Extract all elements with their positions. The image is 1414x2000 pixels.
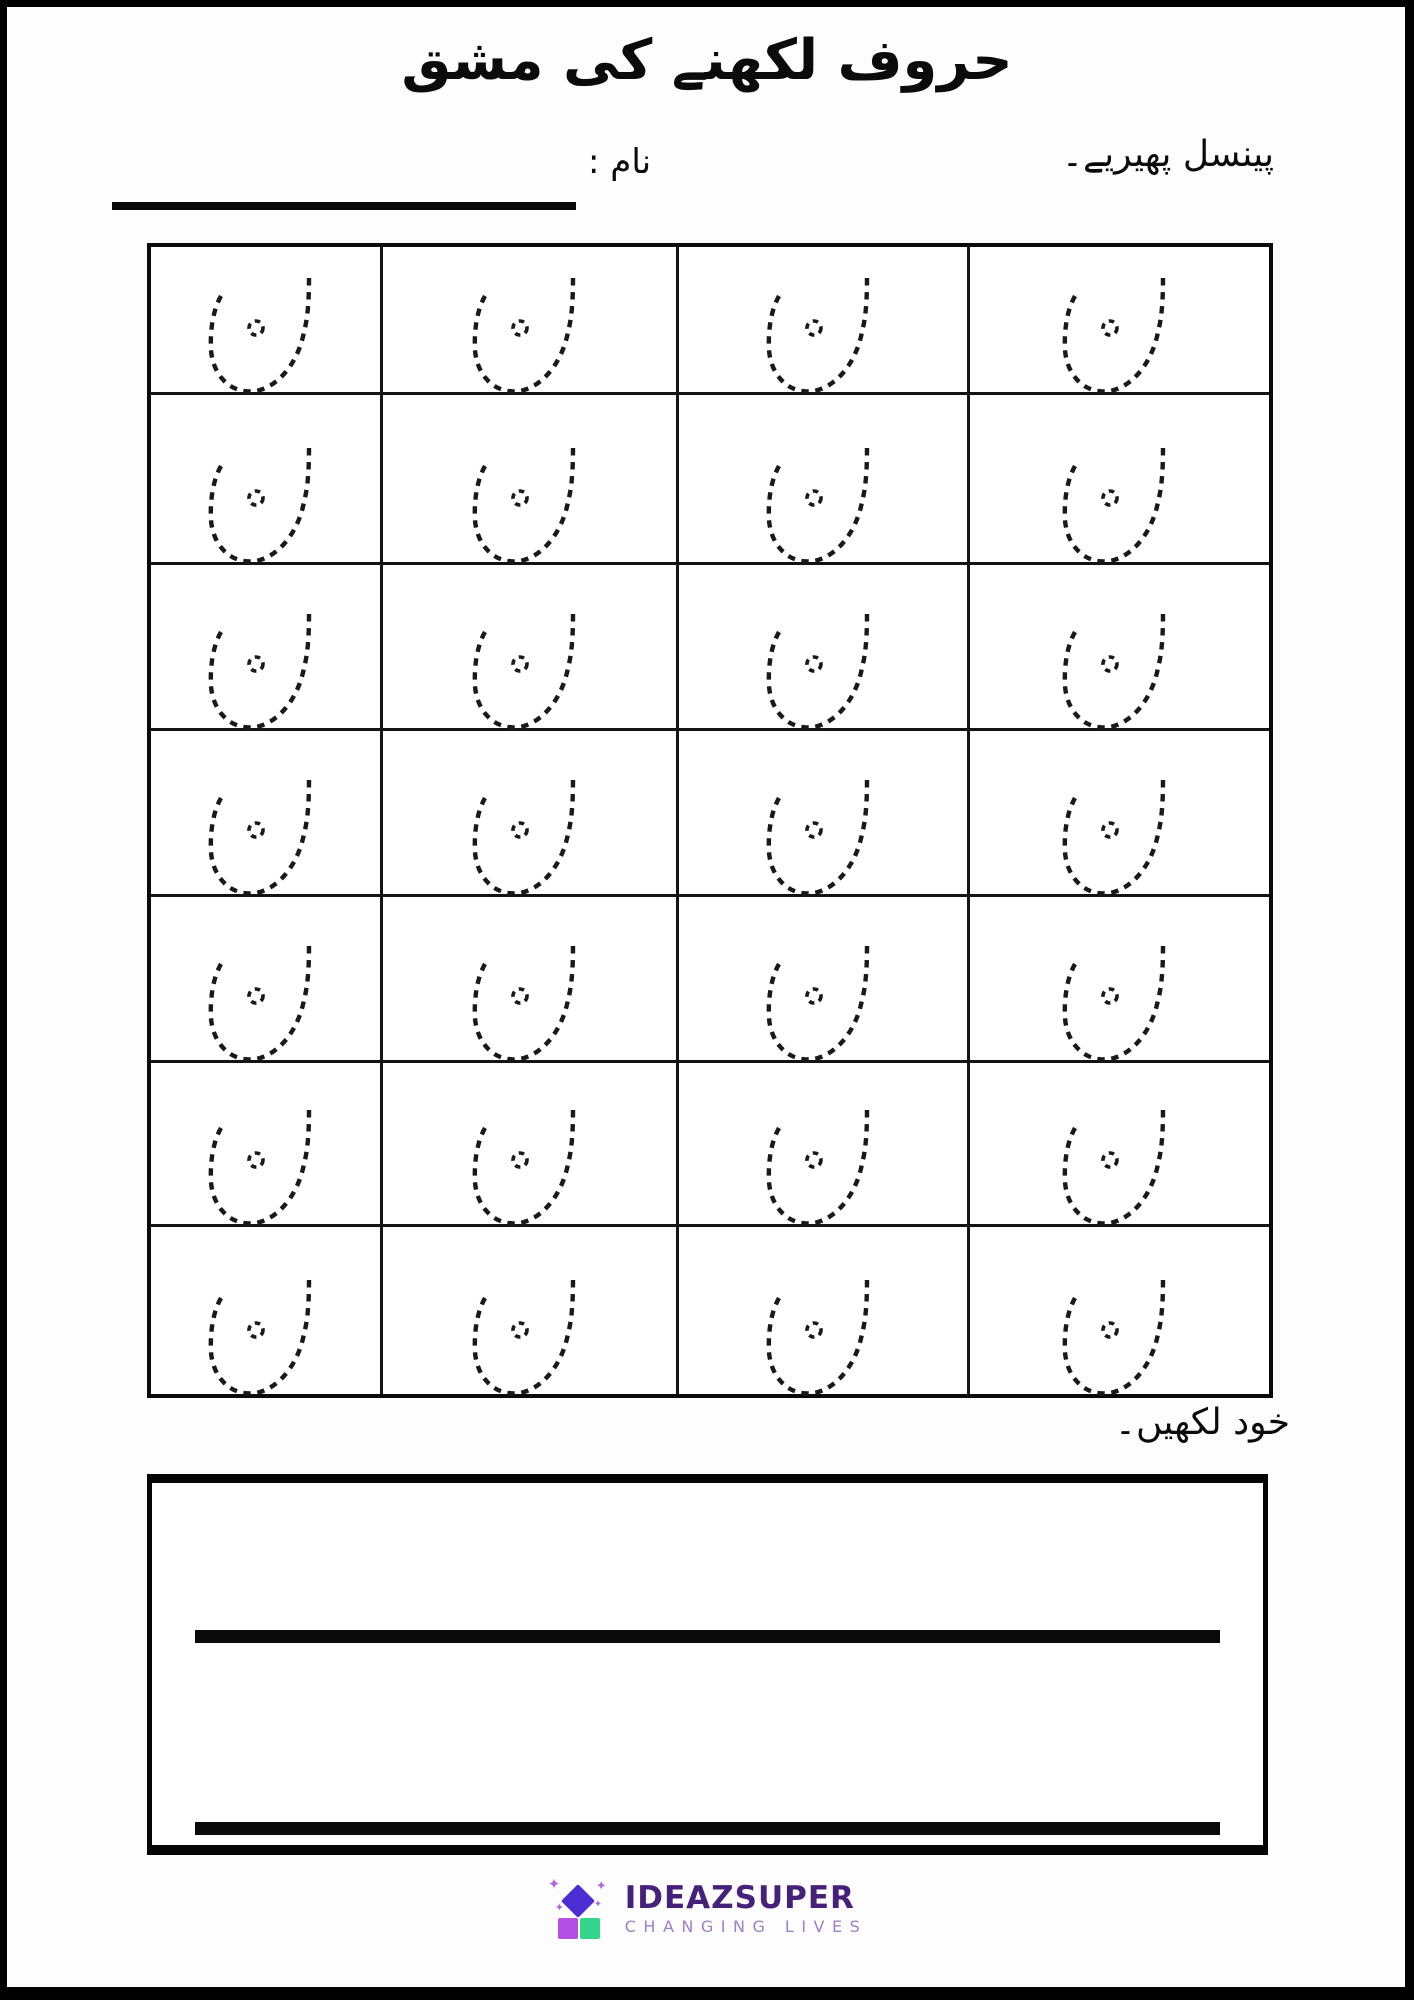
trace-cell: [151, 731, 383, 898]
trace-cell: [679, 731, 970, 898]
dashed-noon-glyph: [757, 443, 872, 566]
page-title: حروف لکھنے کی مشق: [401, 28, 1013, 93]
trace-cell: [679, 1227, 970, 1394]
trace-cell: [383, 565, 679, 731]
logo-brand-text: IDEAZSUPER: [624, 1879, 855, 1916]
trace-cell: [383, 395, 679, 565]
name-label: نام :: [588, 142, 652, 182]
dashed-noon-glyph: [463, 775, 578, 898]
dashed-noon-glyph: [199, 273, 314, 396]
dashed-noon-glyph: [199, 1105, 314, 1228]
star-icon: ✦: [593, 1899, 603, 1910]
dashed-noon-glyph: [199, 941, 314, 1064]
dashed-noon-glyph: [199, 609, 314, 732]
dashed-noon-glyph: [463, 273, 578, 396]
trace-cell: [679, 565, 970, 731]
dashed-noon-glyph: [463, 1275, 578, 1398]
green-square-icon: [580, 1918, 600, 1939]
trace-instruction-label: پینسل پھیریے۔: [1061, 134, 1274, 175]
name-blank-line: [112, 202, 576, 210]
dashed-noon-glyph: [199, 443, 314, 566]
dashed-noon-glyph: [1053, 1105, 1168, 1228]
trace-cell: [383, 247, 679, 395]
trace-cell: [970, 731, 1269, 898]
trace-cell: [679, 395, 970, 565]
dashed-noon-glyph: [1053, 273, 1168, 396]
dashed-noon-glyph: [1053, 443, 1168, 566]
brand-logo: [0, 1876, 1414, 1942]
trace-cell: [970, 1227, 1269, 1394]
trace-cell: [383, 897, 679, 1063]
dashed-noon-glyph: [757, 1275, 872, 1398]
writing-rule-line: [195, 1822, 1220, 1835]
logo-tagline-text: CHANGING LIVES: [624, 1917, 868, 1937]
trace-cell: [151, 247, 383, 395]
star-icon: ✦: [547, 1875, 561, 1893]
star-icon: ✦: [595, 1879, 607, 1894]
practice-grid: [147, 243, 1273, 1398]
write-yourself-label: خود لکھیں۔: [1114, 1402, 1290, 1443]
trace-cell: [970, 1063, 1269, 1227]
dashed-noon-glyph: [757, 273, 872, 396]
dashed-noon-glyph: [199, 1275, 314, 1398]
scan-edge-top: [0, 0, 1414, 7]
self-writing-box: [147, 1474, 1268, 1855]
dashed-noon-glyph: [757, 609, 872, 732]
purple-square-icon: [558, 1918, 578, 1939]
writing-rule-line: [195, 1630, 1220, 1643]
scan-edge-left: [0, 0, 7, 2000]
trace-cell: [970, 897, 1269, 1063]
scan-edge-right: [1405, 0, 1414, 2000]
scan-edge-bottom: [0, 1987, 1414, 2000]
dashed-noon-glyph: [1053, 775, 1168, 898]
trace-cell: [679, 897, 970, 1063]
trace-cell: [679, 1063, 970, 1227]
dashed-noon-glyph: [1053, 1275, 1168, 1398]
trace-cell: [679, 247, 970, 395]
trace-cell: [151, 1063, 383, 1227]
trace-cell: [383, 1063, 679, 1227]
trace-cell: [151, 1227, 383, 1394]
trace-cell: [151, 565, 383, 731]
dashed-noon-glyph: [463, 1105, 578, 1228]
dashed-noon-glyph: [757, 1105, 872, 1228]
dashed-noon-glyph: [463, 443, 578, 566]
trace-cell: [970, 395, 1269, 565]
dashed-noon-glyph: [463, 941, 578, 1064]
trace-cell: [383, 731, 679, 898]
logo-icon: [547, 1876, 611, 1942]
dashed-noon-glyph: [199, 775, 314, 898]
trace-cell: [151, 395, 383, 565]
diamond-icon: [561, 1884, 595, 1918]
trace-cell: [383, 1227, 679, 1394]
dashed-noon-glyph: [463, 609, 578, 732]
trace-cell: [970, 247, 1269, 395]
star-icon: ✦: [554, 1901, 564, 1914]
trace-cell: [970, 565, 1269, 731]
trace-cell: [151, 897, 383, 1063]
dashed-noon-glyph: [757, 941, 872, 1064]
dashed-noon-glyph: [1053, 609, 1168, 732]
dashed-noon-glyph: [757, 775, 872, 898]
dashed-noon-glyph: [1053, 941, 1168, 1064]
